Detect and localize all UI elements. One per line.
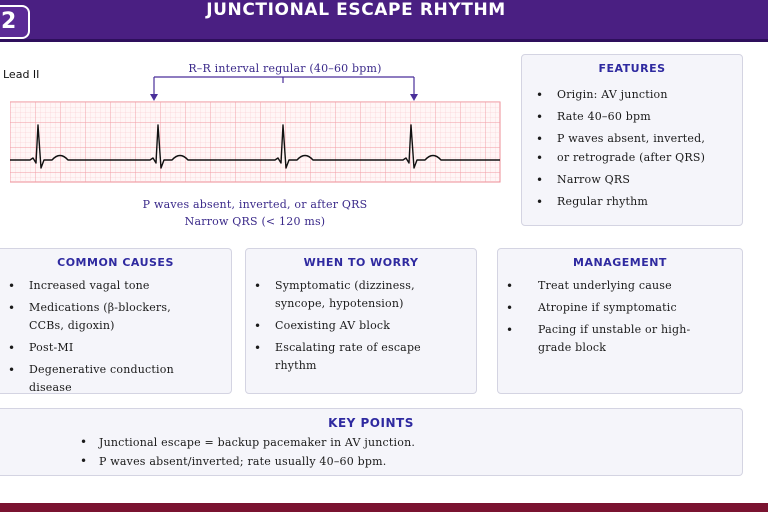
page-title: JUNCTIONAL ESCAPE RHYTHM (206, 0, 506, 20)
when-to-worry-list (246, 277, 476, 375)
list-item: • Degenerative conduction disease (0, 361, 191, 397)
list-item: • Junctional escape = backup pacemaker in AV junction. (0, 433, 742, 452)
slide-number-badge: 2 (0, 5, 30, 39)
key-points-title: KEY POINTS (328, 416, 414, 430)
ecg-caption-narrow-qrs: Narrow QRS (< 120 ms) (184, 215, 326, 228)
list-item: • P waves absent/inverted; rate usually 40–60 bpm. (0, 452, 742, 471)
list-item: • Post-MI (0, 339, 191, 357)
features-list (522, 86, 742, 211)
list-item: • Coexisting AV block (246, 317, 446, 335)
management-list (498, 277, 742, 357)
list-item: • Rate 40–60 bpm (522, 108, 742, 126)
management-card (497, 248, 743, 394)
list-item: • Pacing if unstable or high-grade block (498, 321, 692, 357)
list-item: • Atropine if symptomatic (498, 299, 692, 317)
when-to-worry-title: WHEN TO WORRY (303, 256, 419, 269)
list-item: • Treat underlying cause (498, 277, 692, 295)
ecg-caption-p-waves: P waves absent, inverted, or after QRS (142, 198, 368, 211)
features-title: FEATURES (598, 62, 666, 75)
list-item: • Increased vagal tone (0, 277, 191, 295)
common-causes-list (0, 277, 231, 397)
common-causes-card (0, 248, 232, 394)
list-item: • or retrograde (after QRS) (522, 149, 742, 167)
ecg-strip (10, 72, 502, 202)
lead-label: Lead II (3, 68, 40, 81)
list-item: • P waves absent, inverted, (522, 130, 742, 148)
footer-bar (0, 503, 768, 512)
list-item: • Symptomatic (dizziness, syncope, hypotension) (246, 277, 446, 313)
common-causes-title: COMMON CAUSES (57, 256, 174, 269)
list-item: • Regular rhythm (522, 193, 742, 211)
features-card (521, 54, 743, 226)
ecg-grid (10, 72, 502, 202)
rr-interval-label: R–R interval regular (40–60 bpm) (188, 62, 382, 75)
list-item: • Origin: AV junction (522, 86, 742, 104)
when-to-worry-card (245, 248, 477, 394)
list-item: • Narrow QRS (522, 171, 742, 189)
management-title: MANAGEMENT (573, 256, 667, 269)
list-item: • Medications (β-blockers, CCBs, digoxin) (0, 299, 191, 335)
list-item: • Escalating rate of escape rhythm (246, 339, 446, 375)
key-points-card (0, 408, 743, 476)
key-points-list (0, 433, 742, 471)
